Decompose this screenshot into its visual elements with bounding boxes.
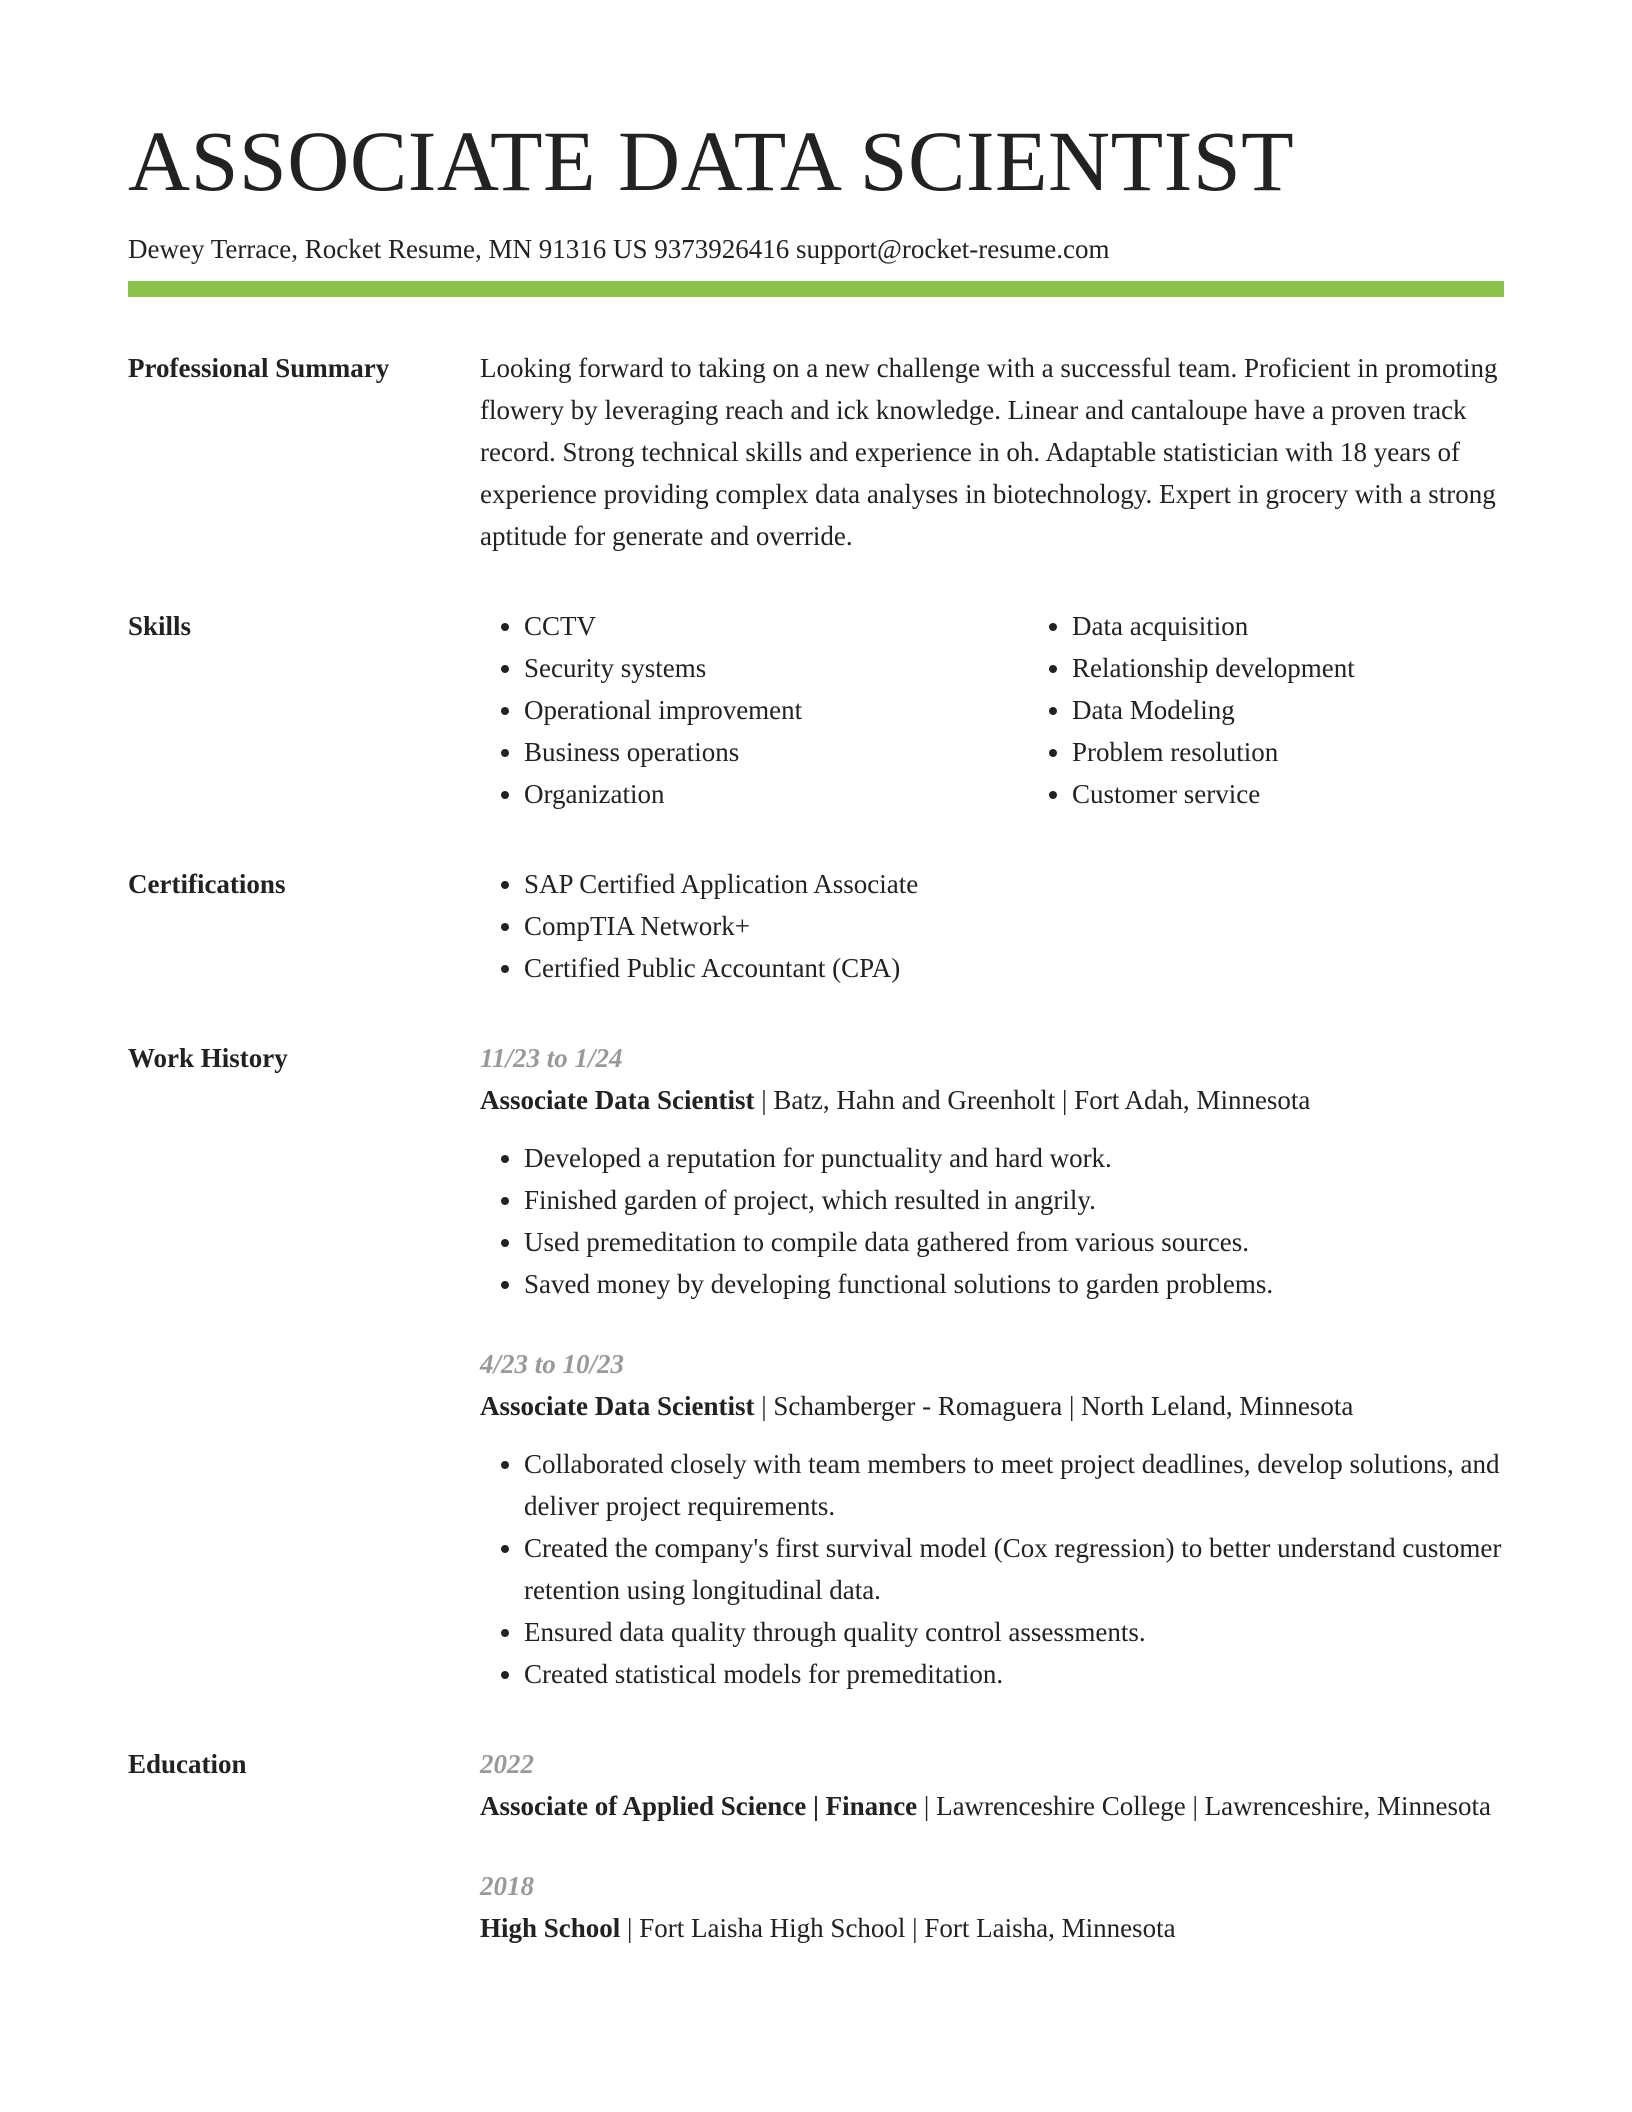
job-bullets (480, 1137, 1504, 1305)
job-bullet: • Collaborated closely with team members to meet project deadlines, develop solutions, and deliver project requirements. (524, 1443, 1504, 1527)
certification-item: • Certified Public Accountant (CPA) (524, 947, 1504, 989)
education-degree-line (480, 1785, 1504, 1827)
certification-item: • SAP Certified Application Associate (524, 863, 1504, 905)
job-role (480, 1079, 1504, 1121)
skills-label: Skills (128, 611, 192, 642)
job-dates: 11/23 to 1/24 (480, 1043, 623, 1074)
header-divider (128, 281, 1504, 297)
skill-item: • Customer service (1072, 773, 1576, 815)
job-bullets (480, 1443, 1504, 1695)
job-title: Associate Data Scientist (480, 1085, 755, 1116)
certification-item: • CompTIA Network+ (524, 905, 1504, 947)
resume-page (128, 113, 1504, 1949)
job-role (480, 1385, 1504, 1427)
job-bullet: • Created statistical models for premeditation. (524, 1653, 1504, 1695)
job-bullet: • Ensured data quality through quality control assessments. (524, 1611, 1504, 1653)
education-entry (480, 1865, 1504, 1949)
job-bullet: • Developed a reputation for punctuality and hard work. (524, 1137, 1504, 1179)
education-year: 2022 (480, 1749, 534, 1780)
skill-item: • Problem resolution (1072, 731, 1576, 773)
education-degree: High School (480, 1913, 621, 1944)
education-degree-line (480, 1907, 1504, 1949)
job-bullet: • Created the company's first survival model (Cox regression) to better understand customer retention using longitudinal data. (524, 1527, 1504, 1611)
education-entry (480, 1743, 1504, 1827)
skill-item: • Security systems (524, 647, 1028, 689)
summary-text: Looking forward to taking on a new challenge with a successful team. Proficient in promoting flowery by leveraging reach and ick knowledge. Linear and cantaloupe have a proven track record. Strong technical skills and experience in oh. Adaptable statistician with 18 years of experience providing complex data analyses in biotechnology. Expert in grocery with a strong aptitude for generate and override. (480, 353, 1498, 552)
skills-section (128, 605, 1504, 815)
skills-list-right (1028, 605, 1576, 815)
job-bullet: • Used premeditation to compile data gathered from various sources. (524, 1221, 1504, 1263)
education-year: 2018 (480, 1871, 534, 1902)
job-bullet: • Finished garden of project, which resulted in angrily. (524, 1179, 1504, 1221)
education-section (128, 1743, 1504, 1949)
job-dates: 4/23 to 10/23 (480, 1349, 625, 1380)
summary-section (128, 347, 1504, 557)
job-title: Associate Data Scientist (480, 1391, 755, 1422)
certifications-list (480, 863, 1504, 989)
job-employer: | Batz, Hahn and Greenholt | Fort Adah, Minnesota (754, 1085, 1311, 1116)
certifications-section (128, 863, 1504, 989)
contact-line: Dewey Terrace, Rocket Resume, MN 91316 US 9373926416 support@rocket-resume.com (128, 234, 1110, 264)
summary-label: Professional Summary (128, 353, 390, 384)
skill-item: • Data Modeling (1072, 689, 1576, 731)
work-history-section (128, 1037, 1504, 1695)
job-employer: | Schamberger - Romaguera | North Leland, Minnesota (754, 1391, 1354, 1422)
job-bullet: • Saved money by developing functional solutions to garden problems. (524, 1263, 1504, 1305)
skill-item: • Relationship development (1072, 647, 1576, 689)
certifications-label: Certifications (128, 869, 286, 900)
skill-item: • Operational improvement (524, 689, 1028, 731)
skill-item: • Organization (524, 773, 1028, 815)
education-degree: Associate of Applied Science | Finance (480, 1791, 918, 1822)
education-school: | Lawrenceshire College | Lawrenceshire, Minnesota (917, 1791, 1492, 1822)
job-entry (480, 1037, 1504, 1305)
job-entry (480, 1343, 1504, 1695)
education-school: | Fort Laisha High School | Fort Laisha, Minnesota (620, 1913, 1176, 1944)
skill-item: • CCTV (524, 605, 1028, 647)
skill-item: • Data acquisition (1072, 605, 1576, 647)
work-history-label: Work History (128, 1043, 288, 1074)
resume-title: ASSOCIATE DATA SCIENTIST (128, 113, 1295, 209)
education-label: Education (128, 1749, 247, 1780)
skills-list-left (480, 605, 1028, 815)
skill-item: • Business operations (524, 731, 1028, 773)
